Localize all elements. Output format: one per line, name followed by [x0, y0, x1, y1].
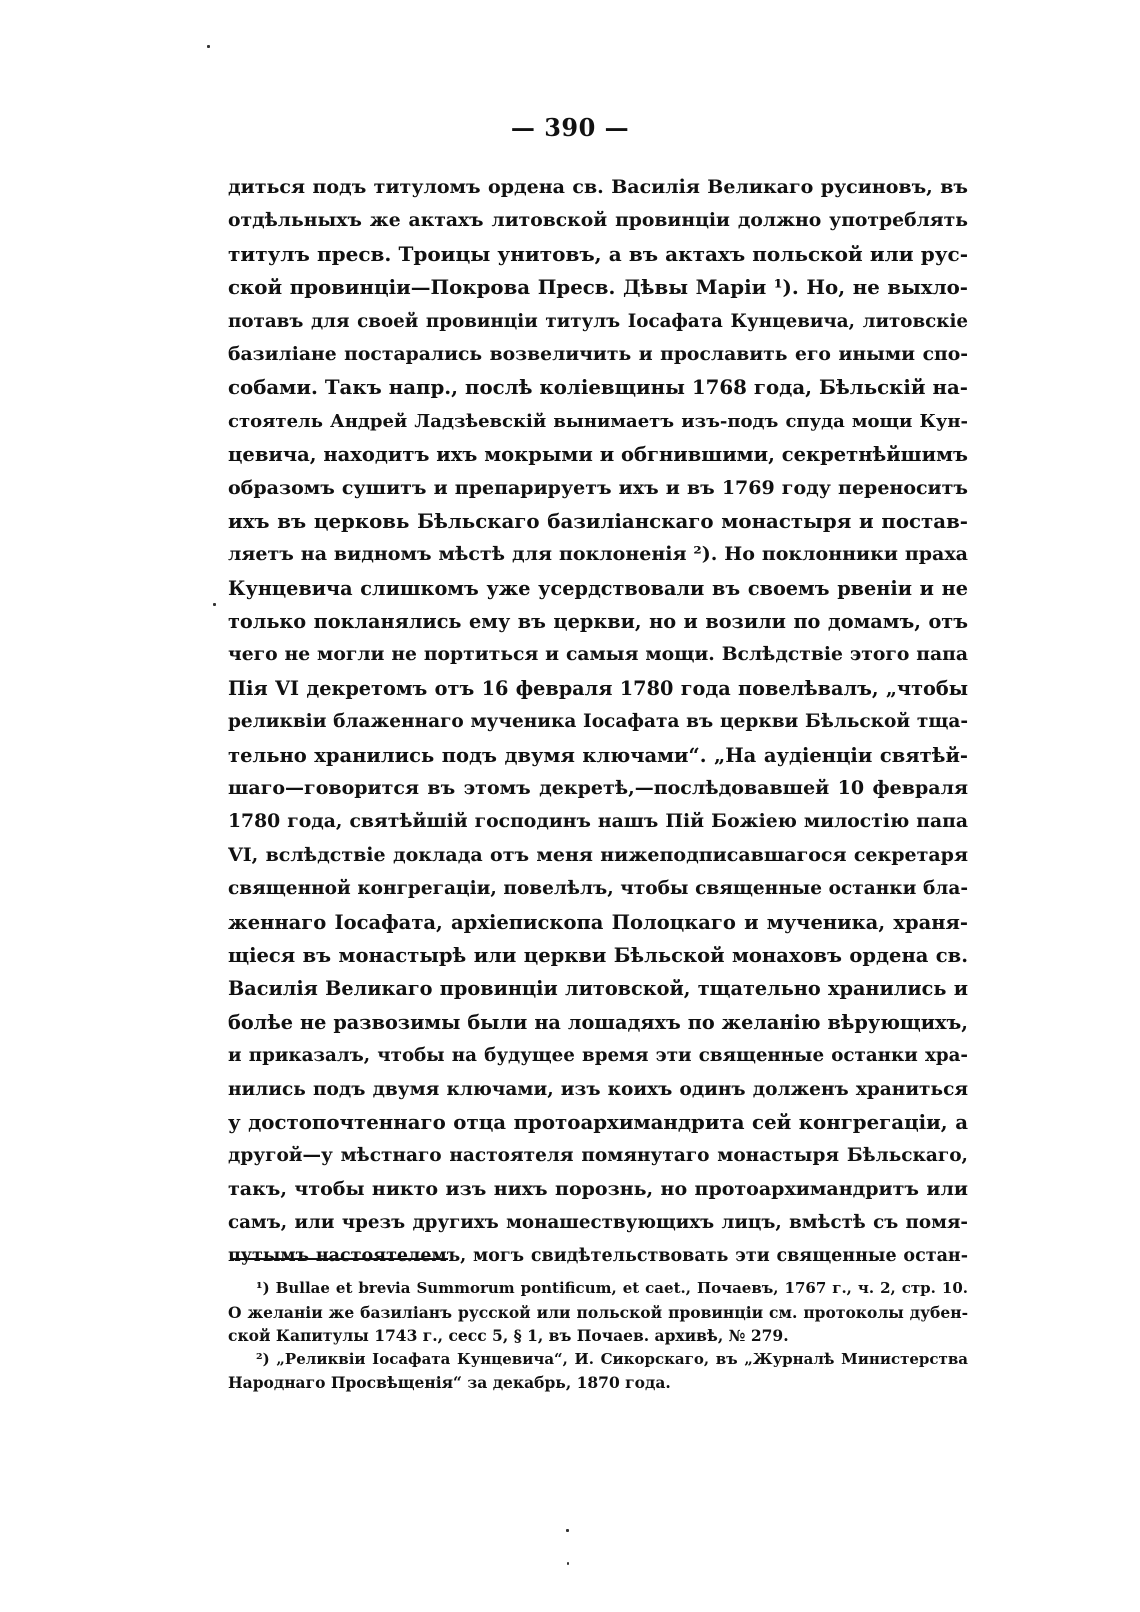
text-line: диться подъ титуломъ ордена св. Василія Великаго русиновъ, въ — [228, 176, 968, 198]
text-line: отдѣльныхъ же актахъ литовской провинціи должно употреблять — [228, 209, 968, 232]
footnote-line: ской Капитулы 1743 г., сесс 5, § 1, въ Почаев. архивѣ, № 279. — [228, 1326, 789, 1345]
text-line: собами. Такъ напр., послѣ коліевщины 1768 года, Бѣльскій на- — [228, 375, 968, 400]
text-line: цевича, находитъ ихъ мокрыми и обгнившими, секретнѣйшимъ — [228, 443, 968, 467]
text-line: ской провинціи—Покрова Пресв. Дѣвы Маріи ¹). Но, не выхло- — [228, 275, 968, 300]
text-line: Пія VI декретомъ отъ 16 февраля 1780 года повелѣвалъ, „чтобы — [228, 676, 968, 700]
text-line: другой—у мѣстнаго настоятеля помянутаго монастыря Бѣльскаго, — [228, 1145, 968, 1167]
text-line: болѣе не развозимы были на лошадяхъ по желанію вѣрующихъ, — [228, 1010, 968, 1034]
scan-speck — [567, 1562, 569, 1565]
text-line: чего не могли не портиться и самыя мощи. Вслѣдствіе этого папа — [228, 643, 968, 666]
text-line: Василія Великаго провинціи литовской, тщательно хранились и — [228, 977, 968, 1001]
footnote-divider — [230, 1258, 448, 1260]
text-line: священной конгрегаціи, повелѣлъ, чтобы священные останки бла- — [228, 878, 968, 900]
text-line: путымъ настоятелемъ, могъ свидѣтельствовать эти священные остан- — [228, 1245, 968, 1266]
text-line: у достопочтеннаго отца протоархимандрита сей конгрегаціи, а — [228, 1109, 968, 1134]
text-line: стоятель Андрей Ладзѣевскій вынимаетъ изъ-подъ спуда мощи Кун- — [228, 410, 968, 432]
text-line: ляетъ на видномъ мѣстѣ для поклоненія ²). Но поклонники праха — [228, 543, 968, 566]
footnote-line: О желаніи же базиліанъ русской или польской провинціи см. протоколы дубен- — [228, 1302, 968, 1322]
text-line: щіеся въ монастырѣ или церкви Бѣльской монаховъ ордена св. — [228, 943, 968, 967]
text-line: потавъ для своей провинціи титулъ Іосафата Кунцевича, литовскіе — [228, 310, 968, 332]
text-line: и приказалъ, чтобы на будущее время эти священные останки хра- — [228, 1045, 968, 1067]
footnote-line: ¹) Bullae et brevia Summorum pontificum, et caet., Почаевъ, 1767 г., ч. 2, стр. 10. — [256, 1279, 968, 1297]
text-line: самъ, или чрезъ другихъ монашествующихъ лицъ, вмѣстѣ съ помя- — [228, 1212, 968, 1234]
footnote-line: ²) „Реликвіи Іосафата Кунцевича“, И. Сикорскаго, въ „Журналѣ Министерства — [256, 1349, 968, 1368]
scan-speck — [566, 1529, 569, 1532]
text-line: ихъ въ церковь Бѣльскаго базиліанскаго монастыря и постав- — [228, 508, 968, 533]
text-line: VI, вслѣдствіе доклада отъ меня нижеподписавшагося секретаря — [228, 843, 968, 866]
text-line: Кунцевича слишкомъ уже усердствовали въ своемъ рвеніи и не — [228, 576, 968, 600]
text-line: шаго—говорится въ этомъ декретѣ,—послѣдовавшей 10 февраля — [228, 777, 968, 800]
text-line: женнаго Іосафата, архіепископа Полоцкаго и мученика, храня- — [228, 910, 968, 934]
text-line: только покланялись ему въ церкви, но и возили по домамъ, отъ — [228, 610, 968, 634]
text-line: титулъ пресв. Троицы унитовъ, а въ актахъ польской или рус- — [228, 241, 968, 266]
scan-speck — [213, 603, 216, 606]
body-text — [228, 171, 968, 1273]
text-line: такъ, чтобы никто изъ нихъ порознь, но протоархимандритъ или — [228, 1177, 968, 1200]
text-line: реликвіи блаженнаго мученика Іосафата въ церкви Бѣльской тща- — [228, 711, 968, 733]
text-line: нились подъ двумя ключами, изъ коихъ одинъ долженъ храниться — [228, 1078, 968, 1100]
scan-speck — [207, 45, 210, 48]
text-line: тельно хранились подъ двумя ключами“. „На аудіенціи святѣй- — [228, 743, 968, 767]
footnote-line: Народнаго Просвѣщенія“ за декабрь, 1870 года. — [228, 1373, 671, 1392]
text-line: образомъ сушитъ и препарируетъ ихъ и въ 1769 году переноситъ — [228, 476, 968, 499]
footnotes — [228, 1277, 968, 1395]
text-line: базиліане постарались возвеличить и прославить его иными спо- — [228, 342, 968, 365]
page-number: — 390 — — [510, 113, 630, 142]
text-line: 1780 года, святѣйшій господинъ нашъ Пій Божіею милостію папа — [228, 810, 968, 833]
